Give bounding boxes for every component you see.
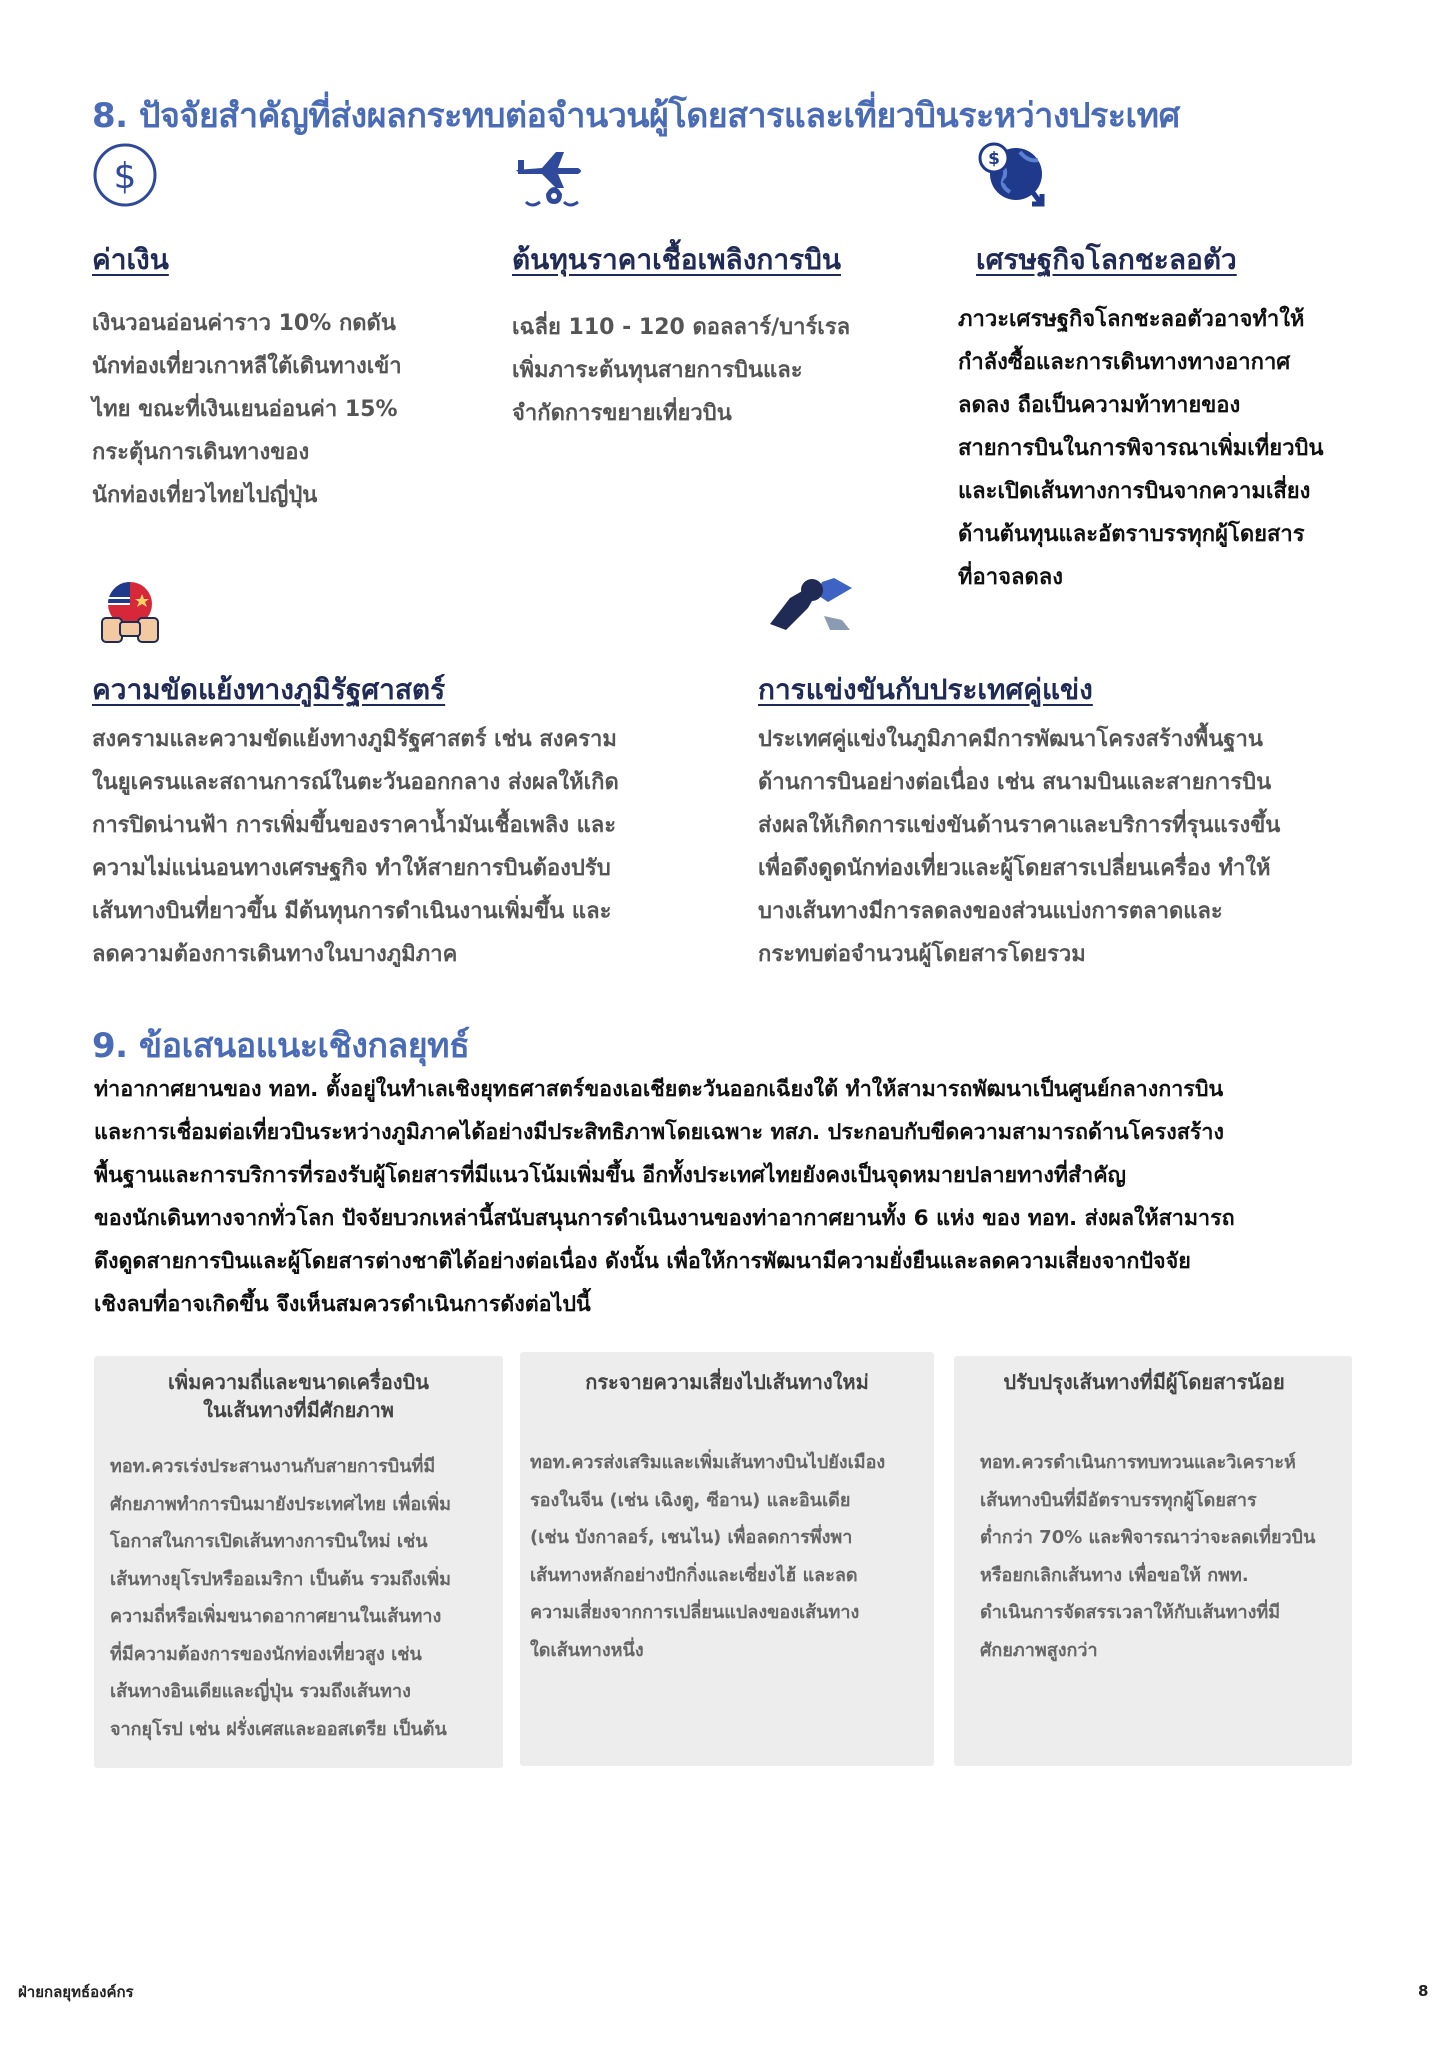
factor-title-geopolitics: ความขัดแย้งทางภูมิรัฐศาสตร์ [92,673,446,706]
text-line: สงครามและความขัดแย้งทางภูมิรัฐศาสตร์ เช่น สงคราม [92,727,617,752]
text-line: ท่าอากาศยานของ ทอท. ตั้งอยู่ในทำเลเชิงยุทธศาสตร์ของเอเชียตะวันออกเฉียงใต้ ทำให้สามารถพัฒนาเป็นศูนย์กลางการบิน [94,1077,1224,1102]
text-line: ในเส้นทางที่มีศักยภาพ [203,1398,394,1422]
factor-body-competition [758,718,1378,976]
card-body [980,1444,1348,1669]
text-line: ด้านต้นทุนและอัตราบรรทุกผู้โดยสาร [958,522,1305,547]
factor-body-currency [92,302,452,517]
text-line: ต่ำกว่า 70% และพิจารณาว่าจะลดเที่ยวบิน [980,1527,1316,1548]
text-line: ทอท.ควรเร่งประสานงานกับสายการบินที่มี [110,1456,436,1477]
text-line: กระจายความเสี่ยงไปเส้นทางใหม่ [585,1370,869,1394]
text-line: จากยุโรป เช่น ฝรั่งเศสและออสเตรีย เป็นต้น [110,1718,447,1740]
text-line: (เช่น บังกาลอร์, เชนไน) เพื่อลดการพึ่งพา [530,1527,853,1548]
text-line: บางเส้นทางมีการลดลงของส่วนแบ่งการตลาดและ [758,899,1223,924]
card-title [94,1368,503,1424]
text-line: ความถี่หรือเพิ่มขนาดอากาศยานในเส้นทาง [110,1606,442,1627]
text-line: ความไม่แน่นอนทางเศรษฐกิจ ทำให้สายการบินต้องปรับ [92,856,611,881]
text-line: เพิ่มความถี่และขนาดเครื่องบิน [168,1370,429,1394]
text-line: ทอท.ควรส่งเสริมและเพิ่มเส้นทางบินไปยังเมือง [530,1452,886,1473]
text-line: ภาวะเศรษฐกิจโลกชะลอตัวอาจทำให้ [958,307,1305,332]
text-line: หรือยกเลิกเส้นทาง เพื่อขอให้ กพท. [980,1564,1249,1586]
text-line: การปิดน่านฟ้า การเพิ่มขึ้นของราคาน้ำมันเชื้อเพลิง และ [92,813,617,838]
factor-body-geopolitics [92,718,712,976]
page-number: 8 [1418,1982,1429,2000]
text-line: และการเชื่อมต่อเที่ยวบินระหว่างภูมิภาคได้อย่างมีประสิทธิภาพโดยเฉพาะ ทสภ. ประกอบกับขีดความสามารถด้านโครงสร้าง [94,1120,1224,1145]
text-line: พื้นฐานและการบริการที่รองรับผู้โดยสารที่มีแนวโน้มเพิ่มขึ้น อีกทั้งประเทศไทยยังคงเป็นจุดหมายปลายทางที่สำคัญ [94,1163,1126,1188]
text-line: ดำเนินการจัดสรรเวลาให้กับเส้นทางที่มี [980,1602,1281,1623]
text-line: เพิ่มภาระต้นทุนสายการบินและ [512,358,803,383]
strategy-paragraph [94,1068,1384,1326]
text-line: ประเทศคู่แข่งในภูมิภาคมีการพัฒนาโครงสร้างพื้นฐาน [758,727,1263,752]
text-line: รองในจีน (เช่น เฉิงตู, ซีอาน) และอินเดีย [530,1489,851,1511]
geopolitics-conflict-icon [94,578,166,646]
text-line: ของนักเดินทางจากทั่วโลก ปัจจัยบวกเหล่านี้สนับสนุนการดำเนินงานของท่าอากาศยานทั้ง 6 แห่ง ของ ทอท. ส่งผลให้สามารถ [94,1206,1235,1231]
arm-wrestling-icon [764,568,860,638]
text-line: และเปิดเส้นทางการบินจากความเสี่ยง [958,479,1311,504]
text-line: เส้นทางยุโรปหรืออเมริกา เป็นต้น รวมถึงเพิ่ม [110,1568,451,1590]
card-body [530,1444,930,1669]
recommendation-card-improve [954,1356,1352,1766]
text-line: ลดความต้องการเดินทางในบางภูมิภาค [92,942,458,967]
text-line: ที่มีความต้องการของนักท่องเที่ยวสูง เช่น [110,1643,422,1665]
text-line: ดึงดูดสายการบินและผู้โดยสารต่างชาติได้อย่างต่อเนื่อง ดังนั้น เพื่อให้การพัฒนามีความยั่งยืนและลดความเสี่ยงจากปัจจัย [94,1249,1191,1274]
svg-text:$: $ [113,156,137,197]
text-line: เพื่อดึงดูดนักท่องเที่ยวและผู้โดยสารเปลี่ยนเครื่อง ทำให้ [758,856,1271,881]
factor-title-fuel-cost: ต้นทุนราคาเชื้อเพลิงการบิน [512,243,842,276]
factor-body-fuel-cost [512,306,892,435]
text-line: ปรับปรุงเส้นทางที่มีผู้โดยสารน้อย [1003,1370,1285,1394]
airplane-fuel-icon [512,146,586,212]
text-line: ที่อาจลดลง [958,565,1063,590]
text-line: ศักยภาพสูงกว่า [980,1639,1098,1661]
section-8-title: 8. ปัจจัยสำคัญที่ส่งผลกระทบต่อจำนวนผู้โดยสารและเที่ยวบินระหว่างประเทศ [92,96,1180,136]
text-line: เชิงลบที่อาจเกิดขึ้น จึงเห็นสมควรดำเนินการดังต่อไปนี้ [94,1292,591,1317]
text-line: ไทย ขณะที่เงินเยนอ่อนค่า 15% [92,397,398,422]
text-line: ในยูเครนและสถานการณ์ในตะวันออกกลาง ส่งผลให้เกิด [92,770,619,795]
text-line: นักท่องเที่ยวเกาหลีใต้เดินทางเข้า [92,354,402,379]
text-line: เส้นทางบินที่มีอัตราบรรทุกผู้โดยสาร [980,1489,1257,1511]
section-9-title: 9. ข้อเสนอแนะเชิงกลยุทธ์ [92,1026,470,1066]
text-line: ลดลง ถือเป็นความท้าทายของ [958,393,1241,418]
text-line: เส้นทางอินเดียและญี่ปุ่น รวมถึงเส้นทาง [110,1681,411,1702]
factor-title-competition: การแข่งขันกับประเทศคู่แข่ง [758,673,1093,706]
text-line: กระตุ้นการเดินทางของ [92,440,310,465]
footer-department: ฝ่ายกลยุทธ์องค์กร [18,1983,134,2001]
text-line: ศักยภาพทำการบินมายังประเทศไทย เพื่อเพิ่ม [110,1493,452,1515]
factor-title-global-economy: เศรษฐกิจโลกชะลอตัว [976,243,1237,276]
dollar-coin-icon [92,142,158,208]
text-line: กระทบต่อจำนวนผู้โดยสารโดยรวม [758,942,1086,967]
card-body [110,1448,495,1748]
text-line: โอกาสในการเปิดเส้นทางการบินใหม่ เช่น [110,1531,428,1552]
text-line: เงินวอนอ่อนค่าราว 10% กดดัน [92,311,396,336]
text-line: นักท่องเที่ยวไทยไปญี่ปุ่น [92,483,318,508]
factor-title-currency: ค่าเงิน [92,243,169,276]
card-title [520,1368,934,1396]
text-line: ทอท.ควรดำเนินการทบทวนและวิเคราะห์ [980,1452,1296,1473]
text-line: เส้นทางหลักอย่างปักกิ่งและเซี่ยงไฮ้ และลด [530,1564,858,1586]
svg-text:$: $ [988,149,1000,169]
card-title [954,1368,1334,1396]
text-line: ด้านการบินอย่างต่อเนื่อง เช่น สนามบินและสายการบิน [758,770,1272,795]
text-line: สายการบินในการพิจารณาเพิ่มเที่ยวบิน [958,436,1324,461]
recommendation-card-frequency [94,1356,503,1768]
text-line: ใดเส้นทางหนึ่ง [530,1639,644,1661]
text-line: กำลังซื้อและการเดินทางทางอากาศ [958,350,1291,375]
text-line: เส้นทางบินที่ยาวขึ้น มีต้นทุนการดำเนินงานเพิ่มขึ้น และ [92,899,612,924]
factor-body-global-economy [958,298,1378,599]
text-line: ความเสี่ยงจากการเปลี่ยนแปลงของเส้นทาง [530,1602,860,1623]
text-line: จำกัดการขยายเที่ยวบิน [512,401,732,426]
recommendation-card-diversify [520,1352,934,1766]
text-line: เฉลี่ย 110 - 120 ดอลลาร์/บาร์เรล [512,315,851,340]
global-economy-down-icon [976,140,1048,212]
text-line: ส่งผลให้เกิดการแข่งขันด้านราคาและบริการที่รุนแรงขึ้น [758,813,1281,838]
